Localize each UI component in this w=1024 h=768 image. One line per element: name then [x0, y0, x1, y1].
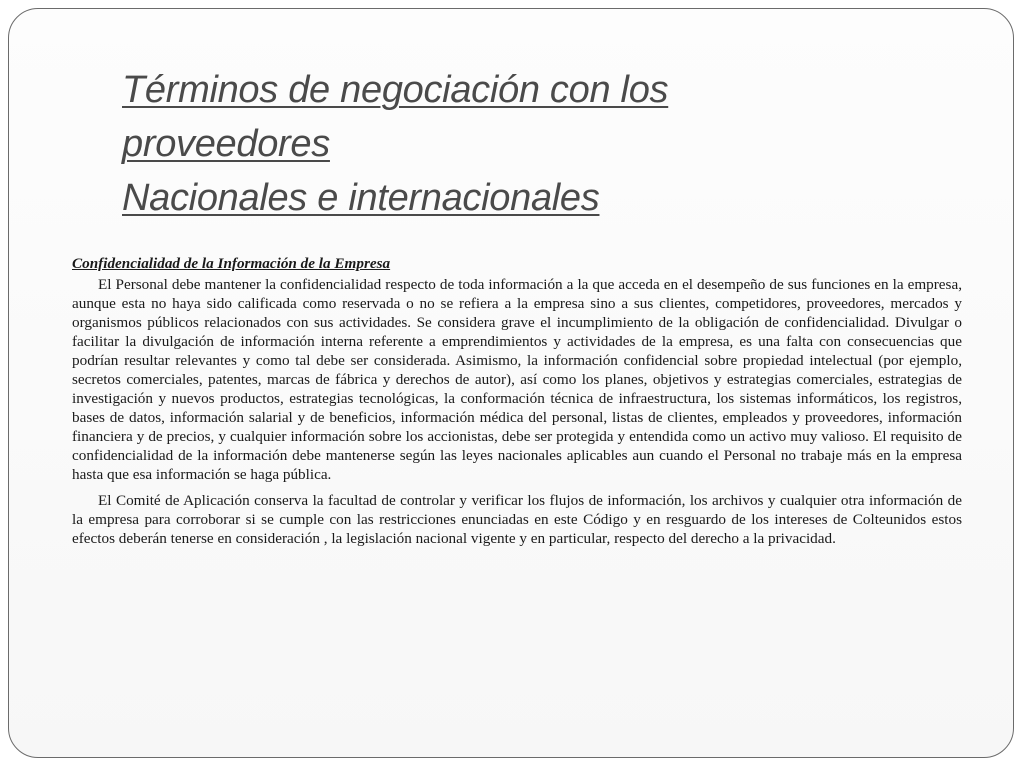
- section-heading: Confidencialidad de la Información de la Empresa: [72, 255, 391, 272]
- paragraph-committee: El Comité de Aplicación conserva la facultad de controlar y verificar los flujos de información, los archivos y cualquier otra información de la empresa para corroborar si se cumple con las restricciones enunciadas en este Código y en resguardo de los intereses de Colteunidos estos efectos deberán tenerse en consideración , la legislación nacional vigente y en particular, respecto del derecho a la privacidad.: [72, 492, 962, 547]
- title-line-1: Términos de negociación con los: [122, 69, 669, 111]
- title-line-3: Nacionales e internacionales: [122, 177, 600, 219]
- paragraph-confidentiality: El Personal debe mantener la confidencialidad respecto de toda información a la que acceda en el desempeño de sus funciones en la empresa, aunque esta no haya sido calificada como reservada o no se refiera a la empresa sino a sus clientes, competidores, proveedores, mercados y organismos públicos relacionados con sus actividades. Se considera grave el incumplimiento de la obligación de confidencialidad. Divulgar o facilitar la divulgación de información interna referente a emprendimientos y actividades de la empresa, es una falta con consecuencias que podrían resultar relevantes y como tal debe ser considerada. Asimismo, la información confidencial sobre propiedad intelectual (por ejemplo, secretos comerciales, patentes, marcas de fábrica y derechos de autor), así como los planes, objetivos y estrategias comerciales, estrategias de investigación y nuevos productos, estrategias tecnológicas, la conformación técnica de infraestructura, los sistemas informáticos, los registros, bases de datos, información salarial y de beneficios, información médica del personal, listas de clientes, empleados y proveedores, información financiera y de precios, y cualquier información sobre los accionistas, debe ser protegida y entendida como un activo muy valioso. El requisito de confidencialidad de la información debe mantenerse según las leyes nacionales aplicables aun cuando el Personal no trabaje más en la empresa hasta que esa información se haga pública.: [72, 276, 962, 483]
- slide-body: [72, 254, 962, 555]
- slide-title: [122, 63, 982, 225]
- title-line-2: proveedores: [122, 123, 330, 165]
